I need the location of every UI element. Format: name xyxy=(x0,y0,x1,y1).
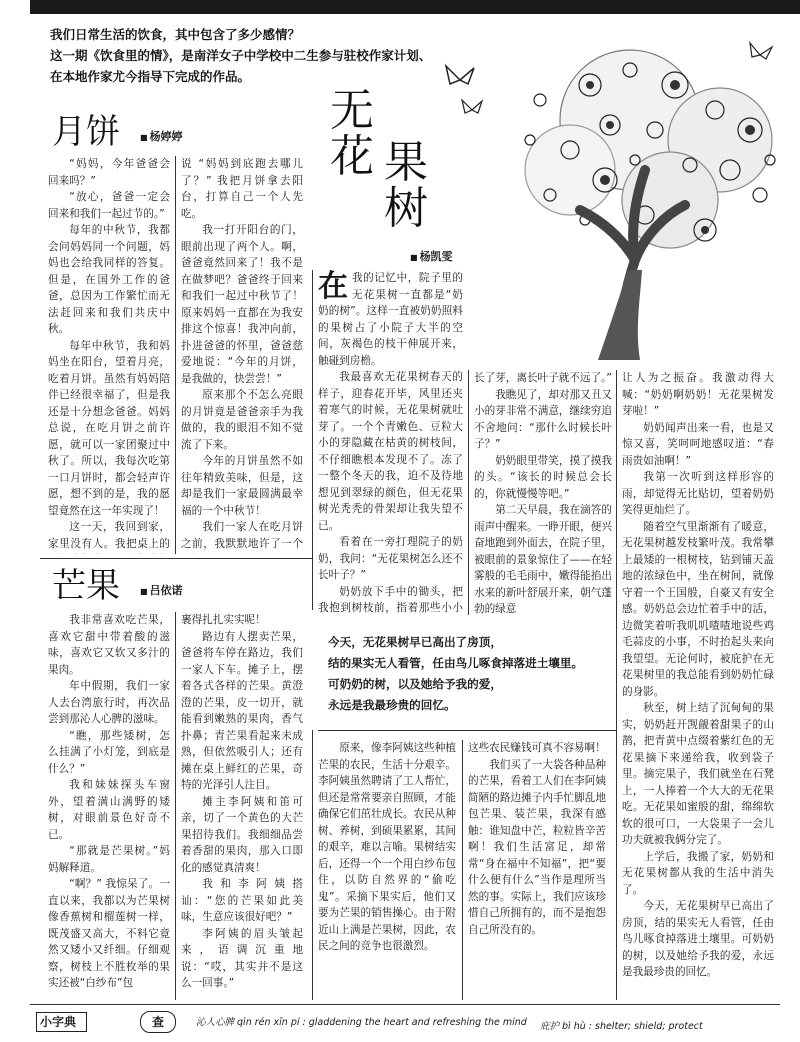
paragraph: 我和李阿姨搭讪：“您的芒果如此美味，生意应该很好吧？” xyxy=(181,878,303,923)
paragraph: 每年中秋节，我和妈妈坐在阳台，望着月亮，吃着月饼。虽然有妈妈陪伴已经很幸福了，但是我还是十分想念爸爸。妈妈总说，在吃月饼之前许愿，就可以一家团聚过中秋了。所以，我每次吃第一口月饼时，都会轻声许愿，想不到的是，我的愿望竟然在这一年实现了！ xyxy=(48,339,170,517)
mooncake-col-1 xyxy=(48,156,170,554)
column-divider xyxy=(468,370,469,615)
tree-col-2 xyxy=(474,370,612,615)
lead-line: 我们日常生活的饮食，其中包含了多少感情？ xyxy=(50,27,301,42)
paragraph: “放心，爸爸一定会回来和我们一起过节的。” xyxy=(48,191,170,220)
mango-author: ■ 吕依诺 xyxy=(140,582,183,598)
paragraph: 这些农民赚钱可真不容易啊！ xyxy=(468,742,606,754)
paragraph: “妈妈，今年爸爸会回来吗？” xyxy=(48,158,170,187)
paragraph: 年中假期，我们一家人去台湾旅行时，再次品尝到那沁人心脾的滋味。 xyxy=(48,680,170,725)
top-bar xyxy=(30,0,800,14)
paragraph: 每年的中秋节，我都会问妈妈同一个问题，妈妈也会给我同样的答复。但是，在国外工作的爸爸，总因为工作繁忙而无法赶回来和我们共庆中秋。 xyxy=(48,224,170,335)
column-divider xyxy=(312,270,313,610)
lookup-button[interactable]: 查 xyxy=(140,1011,176,1033)
paragraph: 我非常喜欢吃芒果，喜欢它甜中带着酸的滋味，喜欢它又软又多汁的果肉。 xyxy=(48,614,170,676)
dictionary-label: 小字典 xyxy=(36,1012,87,1032)
quote-line: 今天，无花果树早已高出了房顶， xyxy=(328,635,502,649)
paragraph: 我最喜欢无花果树春天的样子，迎春花开毕，风里还夹着寒气的时候，无花果树就吐芽了。一个个青嫩色、豆粒大小的芽隐藏在枯黄的树枝间，不仔细瞧根本发现不了。冻了一整个冬天的我，迫不及待地想见到翠绿的颜色，但无花果树光秃秃的骨架却让我失望不已。 xyxy=(318,371,463,532)
mooncake-author: ■ 杨婷婷 xyxy=(140,128,183,144)
paragraph: 奶奶闻声出来一看，也是又惊又喜，笑呵呵地感叹道：“春雨贵如油啊！” xyxy=(622,421,774,467)
paragraph: 今天，无花果树早已高出了房顶，结的果实无人看管，任由鸟儿啄食掉落进土壤里。可奶奶的树，以及她给予我的爱，永远是我最珍贵的回忆。 xyxy=(622,900,774,978)
paragraph: “那就是芒果树。”妈妈解释道。 xyxy=(48,845,170,874)
section-divider xyxy=(318,730,616,731)
column-divider xyxy=(462,740,463,1000)
lead-line: 在本地作家尤今指导下完成的作品。 xyxy=(50,69,251,84)
quote-line: 可奶奶的树，以及她给予我的爱， xyxy=(328,677,502,691)
paragraph: 我瞧见了，却对那又丑又小的芽非常不满意，继续穷追不舍地问：“那什么时候长叶子？” xyxy=(474,388,612,450)
mooncake-title: 月饼 xyxy=(52,112,120,152)
paragraph: 让人为之振奋。我激动得大喊：“奶奶啊奶奶！无花果树发芽啦！” xyxy=(622,372,774,417)
tree-illustration xyxy=(430,30,790,360)
paragraph: 路边有人摆卖芒果，爸爸将车停在路边，我们一家人下车。摊子上，摆着各式各样的芒果。黄澄澄的芒果，皮一切开，就能看到嫩熟的果肉，香气扑鼻；青芒果看起来未成熟，但依然吸引人；还有摊在桌上鲜红的芒果，奇特的光泽引人注目。 xyxy=(181,630,303,791)
column-divider xyxy=(312,730,313,1000)
column-divider xyxy=(175,156,176,554)
paragraph: 我们买了一大袋各种品种的芒果，看着工人们在李阿姨简陋的路边摊子内手忙脚乱地包芒果、装芒果，我深有感触：谁知盘中芒，粒粒皆辛苦啊！我们生活富足，却常常“身在福中不知福”，把“要什么便有什么”当作是理所当然的事。实际上，我们应该珍惜自己所拥有的，而不是抱怨自己所没有的。 xyxy=(468,758,606,936)
tree-author: ■ 杨凯雯 xyxy=(410,248,453,264)
paragraph: 原来，像李阿姨这些种植芒果的农民，生活十分艰辛。李阿姨虽然聘请了工人帮忙，但还是常常要亲自照顾，才能确保它们茁壮成长。农民从种树、养树，到硕果累累，其间的艰辛，难以言喻。果树结实后，还得一个一个用白纱布包住，以防自然界的“偷吃鬼”。采摘下果实后，他们又要为芒果的销售操心。由于附近山上满是芒果树，因此，农民之间的竞争也很激烈。 xyxy=(318,742,456,952)
paragraph: “啊？” 我惊呆了。一直以来，我都以为芒果树像香蕉树和榴莲树一样，既茂盛又高大，不料它竟然又矮小又纤细。仔细观察，树枝上不胜枚举的果实还被“白纱布”包 xyxy=(48,878,170,989)
tree-title-char: 果 xyxy=(384,137,428,188)
footer-divider xyxy=(30,1004,780,1005)
dropcap: 在 xyxy=(318,270,348,304)
tree-title-char: 树 xyxy=(384,183,428,234)
dictionary-entry: 沁人心脾 qìn rén xīn pí : gladdening the heart and refreshing the mind xyxy=(196,1017,527,1028)
paragraph: 我一打开阳台的门，眼前出现了两个人。啊，爸爸竟然回来了！我不是在做梦吧？爸爸终于回来和我们一起过中秋节了！原来妈妈一直都在为我安排这个惊喜！我冲向前，扑进爸爸的怀里，爸爸慈爱地说：“今年的月饼，是我做的，快尝尝！” xyxy=(181,224,303,385)
paragraph: 我的记忆中，院子里的无花果树一直都是“奶奶的树”。这样一直被奶奶照料的果树占了小院子大半的空间，灰褐色的枝干伸展开来，触碰到房檐。 xyxy=(318,272,463,367)
paragraph: 原来那个不怎么亮眼的月饼竟是爸爸亲手为我做的，我的眼泪不知不觉流了下来。 xyxy=(181,389,303,451)
paragraph: 第二天早晨，我在滴答的雨声中醒来。一睁开眼，便兴奋地跑到外面去，在院子里，被眼前的景象惊住了——在轻雾般的毛毛雨中，嫩得能掐出水来的新叶舒展开来，朝气蓬勃的绿意 xyxy=(474,504,612,615)
section-divider xyxy=(40,558,312,559)
paragraph: 看着在一旁打理院子的奶奶，我问：“无花果树怎么还不长叶子？” xyxy=(318,536,463,581)
paragraph: 长了芽，离长叶子就不远了。” xyxy=(474,372,612,384)
mango-col-4 xyxy=(468,740,606,1000)
paragraph: 奶奶眼里带笑，摸了摸我的头。“该长的时候总会长的，你就慢慢等吧。” xyxy=(474,454,612,500)
mango-col-2 xyxy=(181,612,303,1000)
tree-title-char: 无 xyxy=(330,85,374,136)
paragraph: 我和妹妹探头车窗外，望着满山满野的矮树，对眼前景色好奇不已。 xyxy=(48,779,170,841)
paragraph: 奶奶放下手中的锄头，把我抱到树枝前，指着那些小小 xyxy=(318,585,463,614)
paragraph: 李阿姨的眉头皱起来，语调沉重地说：“哎，其实并不是这么一回事。” xyxy=(181,927,303,989)
quote-line: 永远是我最珍贵的回忆。 xyxy=(328,698,456,712)
lead-line: 这一期《饮食里的情》，是南洋女子中学校中二生参与驻校作家计划、 xyxy=(50,48,432,63)
paragraph: 这一天，我回到家，家里没有人。我把桌上的 xyxy=(48,521,170,550)
pull-quote xyxy=(328,632,618,716)
column-divider xyxy=(175,612,176,1000)
mooncake-col-2 xyxy=(181,156,303,554)
paragraph: 裹得扎扎实实呢！ xyxy=(181,614,266,626)
tree-col-1 xyxy=(318,270,463,615)
paragraph: 我第一次听到这样形容的雨，却觉得无比贴切，望着奶奶笑得更灿烂了。 xyxy=(622,471,774,516)
paragraph: 秋至，树上结了沉甸甸的果实，奶奶赶开觊觎着甜果子的山鹊，把青黄中点缀着紫红色的无花果摘下来递给我，收到袋子里。摘完果子，我们就坐在石凳上，一人捧着一个大大的无花果吃。无花果如蜜般的甜，绵绵软软的很可口，一大袋果子一会儿功夫就被我俩分完了。 xyxy=(622,702,774,846)
paragraph: 摊主李阿姨和笛可亲，切了一个黄色的大芒果招待我们。我细细品尝着香甜的果肉，那入口即化的感觉真清爽！ xyxy=(181,795,303,874)
tree-title-char: 花 xyxy=(330,131,374,182)
mango-title: 芒果 xyxy=(52,566,120,606)
tree-col-3 xyxy=(622,370,774,1000)
paragraph: 说 “妈妈到底跑去哪儿了？” 我把月饼拿去阳台，打算自己一个人先吃。 xyxy=(181,158,303,220)
quote-line: 结的果实无人看管，任由鸟儿啄食掉落进土壤里。 xyxy=(328,656,584,670)
dictionary-entry: 庇护 bì hù : shelter; shield; protect xyxy=(540,1021,703,1032)
paragraph: 随着空气里渐渐有了暖意，无花果树越发枝繁叶茂。我常攀上最矮的一根树枝，钻到铺天盖地的浓绿色中，坐在树间，就像守着一个王国般，自豪又有安全感。奶奶总会边忙着手中的活，边微笑着听我叽叽喳喳地说些鸡毛蒜皮的小事，不时抬起头来向我望望。无论何时，被庇护在无花果树里的我总能看到奶奶忙碌的身影。 xyxy=(622,520,774,698)
paragraph: “瞧，那些矮树，怎么挂满了小灯笼，到底是什么？” xyxy=(48,729,170,775)
paragraph: 上学后，我搬了家，奶奶和无花果树都从我的生活中消失了。 xyxy=(622,850,774,896)
paragraph: 我们一家人在吃月饼之前，我默默地许了一个 xyxy=(181,521,303,550)
paragraph: 今年的月饼虽然不如往年精致美味，但是，这却是我们一家最圆满最幸福的一个中秋节！ xyxy=(181,455,303,517)
mango-col-3 xyxy=(318,740,456,1000)
mango-col-1 xyxy=(48,612,170,1000)
